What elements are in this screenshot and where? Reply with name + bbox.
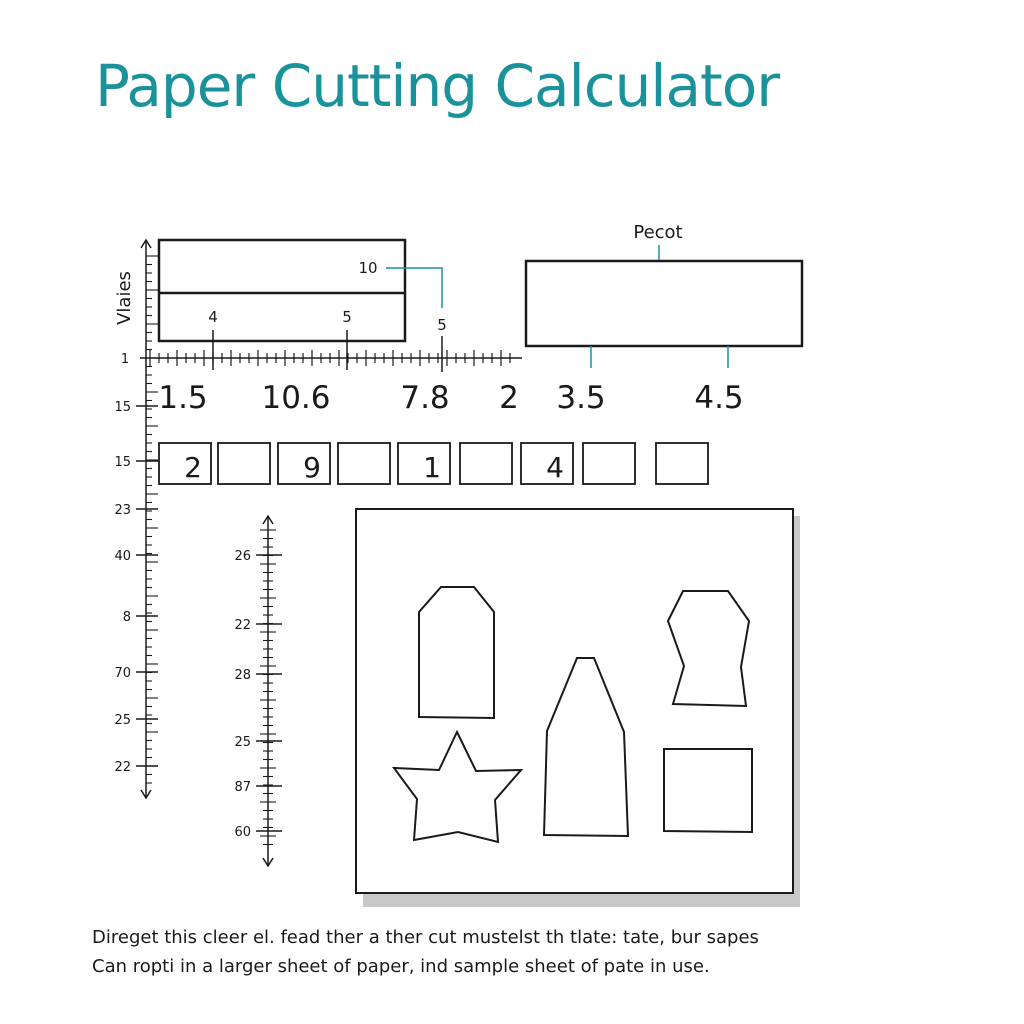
paper-sheet	[356, 509, 800, 907]
row-value: 7.8	[400, 380, 450, 416]
top-rectangle	[159, 240, 447, 372]
right-rectangle	[526, 222, 802, 368]
callout-label: 5	[437, 316, 447, 334]
row-value: 2	[499, 380, 519, 416]
ruler-start-label: 1	[120, 352, 130, 367]
top-rect-mid-label: 5	[342, 308, 352, 326]
input-box-row	[159, 443, 708, 484]
ruler-label: 15	[114, 455, 131, 470]
ruler-label: 28	[234, 668, 251, 683]
row-value: 10.6	[261, 380, 331, 416]
axis-label: Vlaies	[114, 271, 135, 325]
ruler-label: 70	[114, 666, 131, 681]
right-rect-label: Pecot	[633, 222, 683, 243]
caption-line-1: Direget this cleer el. fead ther a ther cut mustelst th tlate: tate, bur sapes	[92, 927, 759, 948]
caption-line-2: Can ropti in a larger sheet of paper, ind sample sheet of pate in use.	[92, 956, 710, 977]
middle-vertical-ruler	[234, 516, 282, 866]
box-value: 4	[546, 451, 564, 484]
top-rect-left-label: 4	[208, 308, 218, 326]
input-box	[583, 443, 635, 484]
top-rect-right-label: 10	[358, 259, 378, 277]
ruler-label: 87	[234, 780, 251, 795]
rect-outline	[159, 240, 405, 341]
horizontal-ruler	[121, 350, 522, 367]
ruler-label: 40	[114, 549, 131, 564]
row-value: 1.5	[158, 380, 208, 416]
value-row	[158, 380, 743, 416]
ruler-label: 25	[114, 713, 131, 728]
ruler-label: 60	[234, 825, 251, 840]
rect-outline	[526, 261, 802, 346]
input-box	[460, 443, 512, 484]
ruler-label: 8	[122, 610, 131, 625]
ruler-label: 25	[234, 735, 251, 750]
box-value: 9	[303, 451, 321, 484]
box-value: 2	[184, 451, 202, 484]
input-box	[656, 443, 708, 484]
callout-line	[386, 268, 442, 308]
ruler-label: 26	[234, 549, 251, 564]
ruler-label: 22	[114, 760, 131, 775]
ruler-label: 23	[114, 503, 131, 518]
page-title: Paper Cutting Calculator	[95, 52, 780, 120]
ruler-label: 15	[114, 400, 131, 415]
input-box	[338, 443, 390, 484]
ruler-label: 22	[234, 618, 251, 633]
box-value: 1	[423, 451, 441, 484]
input-box	[218, 443, 270, 484]
row-value: 3.5	[556, 380, 606, 416]
row-value: 4.5	[694, 380, 744, 416]
